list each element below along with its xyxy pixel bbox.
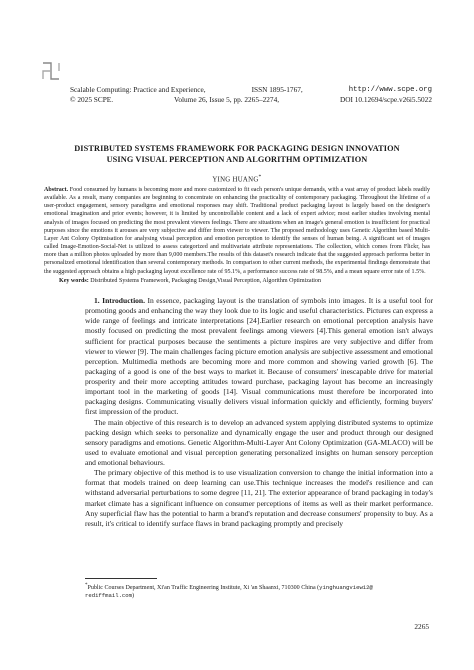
keywords <box>59 277 430 285</box>
journal-name: Scalable Computing: Practice and Experience, <box>70 85 206 94</box>
footnote-rule <box>85 578 157 579</box>
volume-info: Volume 26, Issue 5, pp. 2265–2274, <box>173 95 280 104</box>
abstract-label: Abstract. <box>44 187 69 193</box>
page-number: 2265 <box>414 622 429 631</box>
paragraph-1-text: In essence, packaging layout is the translation of symbols into images. It is a useful tool for promoting goods and enhancing the way they look due to its logic and useful characteristics. Pictures can express a wide range of feelings and intricate interpretations [24].Earlier research on emotional perception analysis have mostly focused on predicting the most prevalent feelings among viewers [4].This general emotion isn't always sufficient for practical purposes because the sentiments a picture inspires are very subjective and differ from viewer to viewer [9]. The main challenges facing picture emotion analysis are subjective assessment and emotional perception. Multimedia methods are becoming more and more common and showing varied growth [6]. The packaging of a good is one of the best ways to market it. Because of consumers' inescapable drive for material prosperity and their more accepting attitudes toward purchase, packaging layout has become an increasingly important tool in the marketing of goods [14]. Visual communications must therefore be incorporated into packaging designs. Communicating visually delivers visual information quickly and efficiently, forming buyers' first impression of the product. <box>85 296 434 417</box>
copyright: © 2025 SCPE. <box>70 95 114 104</box>
author-footnote-mark: * <box>258 174 262 180</box>
keywords-label: Key words: <box>59 278 89 284</box>
author-name: YING HUANG <box>212 176 259 184</box>
header-line-1 <box>70 85 432 95</box>
abstract-text: Food consumed by humans is becoming more and more customized to fit each person's unique demands, with a vast array of product labels readily available. As a result, many companies are beginning to concentrate on enhancing the practicality of contemporary packaging. Throughout the lifetime of a user-product engagement, sensory paradigms and emotional responses may shift. Traditional product packaging layout is largely based on the designer's emotional imagination and prior events; however, it is limited by uncontrollable content and a lack of expert advice; most earlier studies involving mental analysis of images focused on predicting the most prevalent viewers feelings. There are situations when an image's general emotion is insufficient for practical purposes since the emotions it arouses are very subjective and differ from viewer to viewer. The proposed methodology uses Genetic Algorithm based Multi-Layer Ant Colony Optimisation for analysing visual perception and emotion perception to identify the senses of human being. A significant set of images called Image-Emotion-Social-Net is utilized to assess categorized and multivariate attribute representations. The collection, which comes from Flickr, has more than a million photos uploaded by more than 9,000 members.The results of this dataset's research indicate that the suggested approach performs better in personalized emotional identification than several contemporary methods. In comparison to other current methods, the experimental findings demonstrate that the suggested approach obtains a high packaging layout excellence rate of 95.1%, a performance success rate of 98.5%, and a mean square error rate of 1.5%. <box>44 187 430 275</box>
footnote-mark: * <box>85 583 88 588</box>
title-line-2: USING VISUAL PERCEPTION AND ALGORITHM OPTIMIZATION <box>106 154 368 164</box>
journal-header <box>70 85 432 105</box>
title-line-1: DISTRIBUTED SYSTEMS FRAMEWORK FOR PACKAGING DESIGN INNOVATION <box>74 144 400 153</box>
author <box>0 174 474 183</box>
abstract <box>44 186 430 276</box>
section-number: 1. <box>94 296 100 305</box>
keywords-text: Distributed Systems Framework, Packaging Design,Visual Perception, Algorithm Optimization <box>90 278 321 284</box>
paper-title <box>0 144 474 165</box>
footnote-close: ) <box>132 593 135 600</box>
footnote-email-part-1: yinghuangview12@ <box>319 584 373 592</box>
doi[interactable]: DOI 10.12694/scpe.v26i5.5022 <box>339 95 432 104</box>
paragraph <box>85 296 433 418</box>
paragraph: The main objective of this research is to develop an advanced system applying distributed systems to optimize packing design which seeks to personalize and dynamically engage the user and product through our designed sensory paradigms and emotions. Genetic Algorithm-Multi-Layer Ant Colony Optimization (GA-MLACO) will be used to evaluate emotional and visual perception generating personalized insights on human sensory perception and emotional behaviours. <box>85 417 433 467</box>
footnote <box>85 582 433 600</box>
body-text <box>85 296 433 529</box>
paragraph: The primary objective of this method is to use visualization conversion to change the initial information into a format that models trained on deep learning can use.This technique increases the model's resilience and can withstand adversarial perturbations to some degree [11, 21]. The exterior appearance of brand packaging in today's market climate has a significant influence on consumer perceptions of items as well as their market performance. Any superficial flaw has the potential to harm a brand's reputation and decrease consumers' propensity to buy. As a result, it's critical to identify surface flaws in brand packaging promptly and precisely <box>85 468 433 528</box>
footnote-email-part-2: rediffmail.com <box>85 592 132 600</box>
scpe-logo <box>40 60 62 82</box>
footnote-text: Public Courses Department, Xi'an Traffic Engineering Institute, Xi 'an Shaanxi, 710300 China ( <box>87 585 320 592</box>
journal-url[interactable]: http://www.scpe.org <box>348 86 432 94</box>
journal-issn: ISSN 1895-1767, <box>251 85 303 94</box>
header-line-2 <box>70 95 432 105</box>
section-title: Introduction. <box>102 296 146 305</box>
